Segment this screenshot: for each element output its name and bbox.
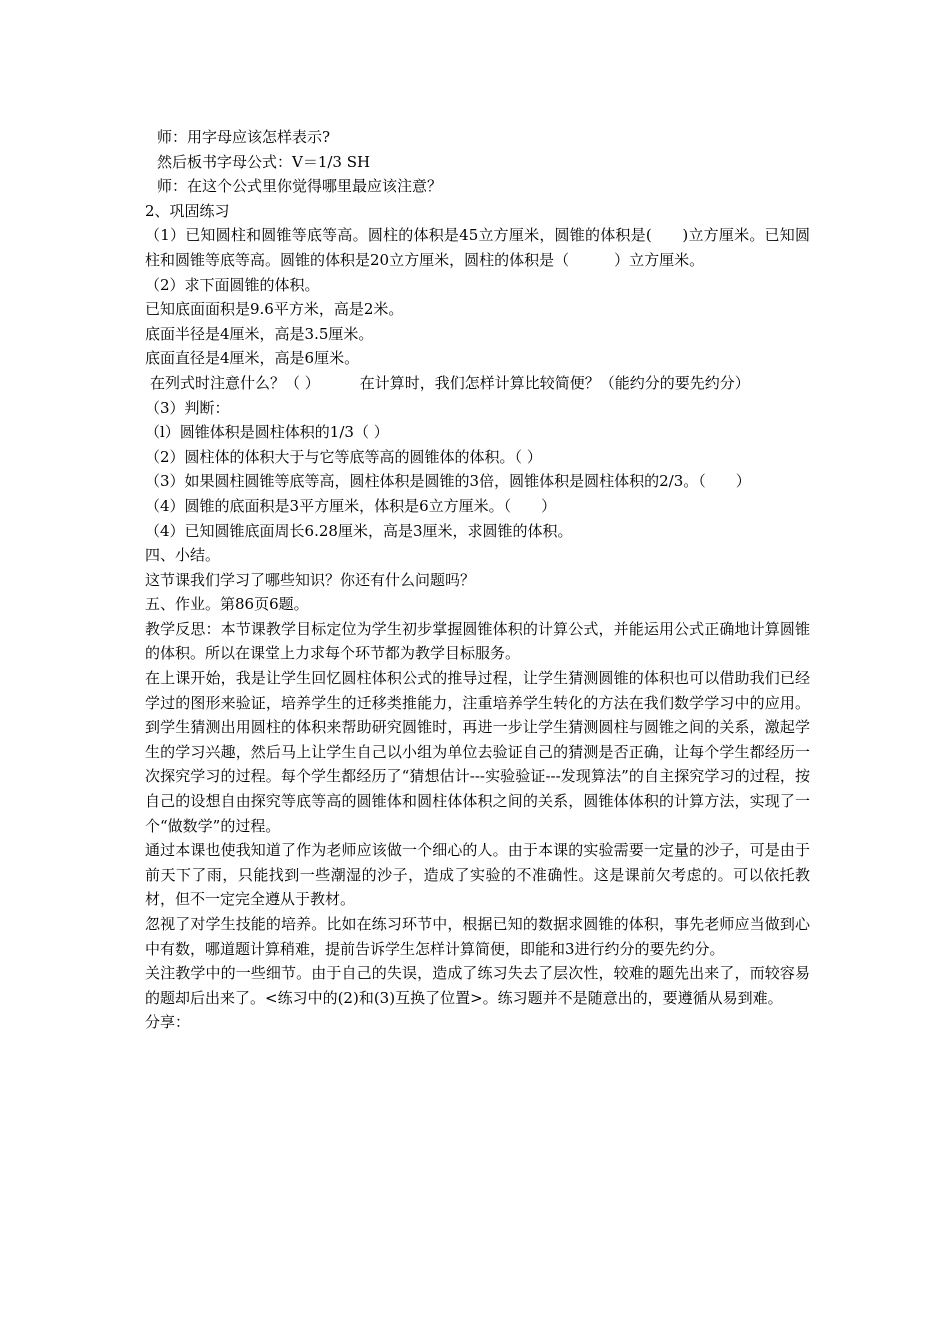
- summary-question: 这节课我们学习了哪些知识？你还有什么问题吗？: [145, 570, 476, 589]
- note-simplify: 在计算时，我们怎样计算比较简便？（能约分的要先约分）: [359, 373, 750, 392]
- reflection-paragraph-5: 关注教学中的一些细节。由于自己的失误，造成了练习失去了层次性，较难的题先出来了，而较容易的题却后出来了。<练习中的(2)和(3)互换了位置>。练习题并不是随意出的，要遵循从易到难。: [145, 964, 810, 1007]
- section-summary-heading: 四、小结。: [145, 546, 221, 565]
- exercise-1: （1）已知圆柱和圆锥等底等高。圆柱的体积是45立方厘米，圆锥的体积是( )立方厘米。已知圆柱和圆锥等底等高。圆锥的体积是20立方厘米，圆柱的体积是（ ）立方厘米。: [145, 226, 810, 269]
- document-page: [145, 125, 810, 1035]
- exercise-2-heading: （2）求下面圆锥的体积。: [145, 275, 320, 294]
- judge-item-3: （3）如果圆柱圆锥等底等高，圆柱体积是圆锥的3倍，圆锥体积是圆柱体积的2/3。（ ）: [145, 472, 751, 491]
- exercise-3-heading: （3）判断：: [145, 398, 230, 417]
- section-homework: 五、作业。第86页6题。: [145, 595, 309, 614]
- exercise-2-item-a: 已知底面面积是9.6平方米，高是2米。: [145, 300, 404, 319]
- exercise-2-item-b: 底面半径是4厘米，高是3.5厘米。: [145, 324, 374, 343]
- exercise-2-item-c: 底面直径是4厘米，高是6厘米。: [145, 349, 360, 368]
- judge-item-1: （l）圆锥体积是圆柱体积的1/3（ ）: [145, 423, 389, 442]
- exercise-2-notes: [145, 371, 810, 396]
- reflection-paragraph-4: 忽视了对学生技能的培养。比如在练习环节中，根据已知的数据求圆锥的体积，事先老师应当做到心中有数，哪道题计算稍难，提前告诉学生怎样计算简便，即能和3进行约分的要先约分。: [145, 915, 810, 958]
- judge-item-4: （4）圆锥的底面积是3平方厘米，体积是6立方厘米。（ ）: [145, 496, 557, 515]
- note-attention: 在列式时注意什么？（ ）: [150, 373, 320, 392]
- share-label: 分享：: [145, 1013, 191, 1032]
- judge-item-2: （2）圆柱体的体积大于与它等底等高的圆锥体的体积。（ ）: [145, 447, 542, 466]
- teacher-question-attention: 师：在这个公式里你觉得哪里最应该注意？: [157, 177, 443, 196]
- exercise-4: （4）已知圆锥底面周长6.28厘米，高是3厘米，求圆锥的体积。: [145, 521, 573, 540]
- formula-line: 然后板书字母公式：V＝1/3 SH: [157, 152, 371, 171]
- teacher-question-letters: 师：用字母应该怎样表示?: [157, 128, 331, 146]
- reflection-paragraph-2: 在上课开始，我是让学生回忆圆柱体积公式的推导过程，让学生猜测圆锥的体积也可以借助我们已经学过的图形来验证，培养学生的迁移类推能力，注重培养学生转化的方法在我们数学学习中的应用。到学生猜测出用圆柱的体积来帮助研究圆锥时，再进一步让学生猜测圆柱与圆锥之间的关系，激起学生的学习兴趣，然后马上让学生自己以小组为单位去验证自己的猜测是否正确，让每个学生都经历一次探究学习的过程。每个学生都经历了“猜想估计---实验验证---发现算法”的自主探究学习的过程，按自己的设想自由探究等底等高的圆锥体和圆柱体体积之间的关系，圆锥体体积的计算方法，实现了一个“做数学”的过程。: [145, 669, 810, 835]
- section-practice-heading: 2、巩固练习: [145, 201, 230, 220]
- reflection-paragraph-3: 通过本课也使我知道了作为老师应该做一个细心的人。由于本课的实验需要一定量的沙子，可是由于前天下了雨，只能找到一些潮湿的沙子，造成了实验的不准确性。这是课前欠考虑的。可以依托教材，但不一定完全遵从于教材。: [145, 841, 810, 909]
- reflection-paragraph-1: 教学反思：本节课教学目标定位为学生初步掌握圆锥体积的计算公式，并能运用公式正确地计算圆锥的体积。所以在课堂上力求每个环节都为教学目标服务。: [145, 619, 810, 663]
